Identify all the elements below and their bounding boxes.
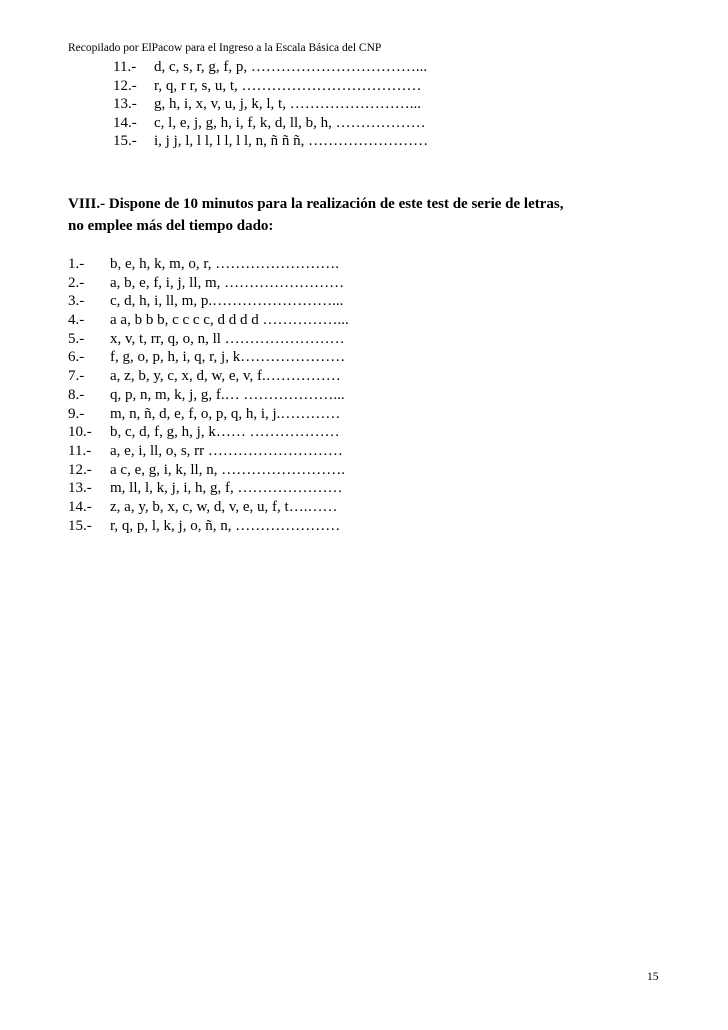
list-item bbox=[68, 386, 349, 405]
item-number: 13.- bbox=[113, 96, 137, 112]
list-item bbox=[113, 95, 428, 114]
item-text: c, d, h, i, ll, m, p.……………………... bbox=[110, 293, 344, 310]
list-item bbox=[113, 114, 428, 133]
item-number: 2.- bbox=[68, 274, 85, 291]
item-text: i, j j, l, l l, l l, l l, n, ñ ñ ñ, …………………… bbox=[154, 133, 429, 149]
item-number: 11.- bbox=[113, 59, 137, 75]
item-text: c, l, e, j, g, h, i, f, k, d, ll, b, h, ……………… bbox=[154, 114, 426, 131]
list-item bbox=[68, 517, 349, 536]
list-item bbox=[113, 58, 428, 77]
item-number: 14.- bbox=[68, 498, 92, 515]
item-number: 10.- bbox=[68, 424, 92, 441]
list-item bbox=[68, 311, 349, 330]
item-text: a, b, e, f, i, j, ll, m, …………………… bbox=[110, 274, 345, 291]
section-title-line-1: VIII.- Dispone de 10 minutos para la realización de este test de serie de letras, bbox=[68, 196, 564, 212]
item-text: r, q, p, l, k, j, o, ñ, n, ………………… bbox=[110, 517, 341, 534]
question-list bbox=[68, 255, 349, 535]
item-text: f, g, o, p, h, i, q, r, j, k………………… bbox=[110, 349, 346, 366]
item-text: a a, b b b, c c c c, d d d d ……………... bbox=[110, 312, 349, 329]
section-title-line-2: no emplee más del tiempo dado: bbox=[68, 218, 274, 234]
item-number: 15.- bbox=[68, 517, 92, 534]
item-number: 11.- bbox=[68, 442, 92, 459]
item-text: a, z, b, y, c, x, d, w, e, v, f.…………… bbox=[110, 368, 341, 385]
section-title bbox=[68, 193, 668, 237]
item-number: 7.- bbox=[68, 368, 85, 385]
list-item bbox=[113, 77, 428, 96]
list-item bbox=[68, 274, 349, 293]
item-number: 3.- bbox=[68, 293, 85, 310]
item-number: 9.- bbox=[68, 405, 85, 422]
item-number: 14.- bbox=[113, 114, 137, 131]
list-item bbox=[68, 498, 349, 517]
page-number: 15 bbox=[647, 971, 659, 983]
item-text: d, c, s, r, g, f, p, ……………………………... bbox=[154, 59, 428, 75]
list-item bbox=[68, 292, 349, 311]
list-item bbox=[68, 423, 349, 442]
item-text: g, h, i, x, v, u, j, k, l, t, ……………………... bbox=[154, 96, 421, 112]
item-text: z, a, y, b, x, c, w, d, v, e, u, f, t….…… bbox=[110, 498, 338, 515]
item-number: 15.- bbox=[113, 133, 137, 149]
item-text: b, e, h, k, m, o, r, ……………………. bbox=[110, 256, 339, 272]
item-number: 1.- bbox=[68, 256, 85, 272]
previous-question-list bbox=[113, 58, 428, 151]
item-number: 4.- bbox=[68, 312, 85, 329]
item-number: 13.- bbox=[68, 480, 92, 497]
item-text: a c, e, g, i, k, ll, n, ……………………. bbox=[110, 461, 345, 478]
item-number: 5.- bbox=[68, 330, 85, 347]
item-text: b, c, d, f, g, h, j, k…… ……………… bbox=[110, 424, 340, 441]
item-text: r, q, r r, s, u, t, ……………………………… bbox=[154, 77, 422, 94]
list-item bbox=[113, 132, 428, 151]
item-text: x, v, t, rr, q, o, n, ll …………………… bbox=[110, 330, 345, 347]
item-number: 8.- bbox=[68, 386, 85, 403]
item-text: q, p, n, m, k, j, g, f.… ………………... bbox=[110, 386, 345, 403]
list-item bbox=[68, 348, 349, 367]
list-item bbox=[68, 405, 349, 424]
list-item bbox=[68, 255, 349, 274]
item-text: a, e, i, ll, o, s, rr ……………………… bbox=[110, 442, 343, 459]
item-text: m, n, ñ, d, e, f, o, p, q, h, i, j.………… bbox=[110, 405, 341, 422]
page-header: Recopilado por ElPacow para el Ingreso a la Escala Básica del CNP bbox=[68, 42, 382, 54]
list-item bbox=[68, 367, 349, 386]
item-number: 12.- bbox=[113, 77, 137, 94]
list-item bbox=[68, 479, 349, 498]
list-item bbox=[68, 330, 349, 349]
item-text: m, ll, l, k, j, i, h, g, f, ………………… bbox=[110, 480, 343, 497]
item-number: 12.- bbox=[68, 461, 92, 478]
list-item bbox=[68, 442, 349, 461]
item-number: 6.- bbox=[68, 349, 85, 366]
list-item bbox=[68, 461, 349, 480]
